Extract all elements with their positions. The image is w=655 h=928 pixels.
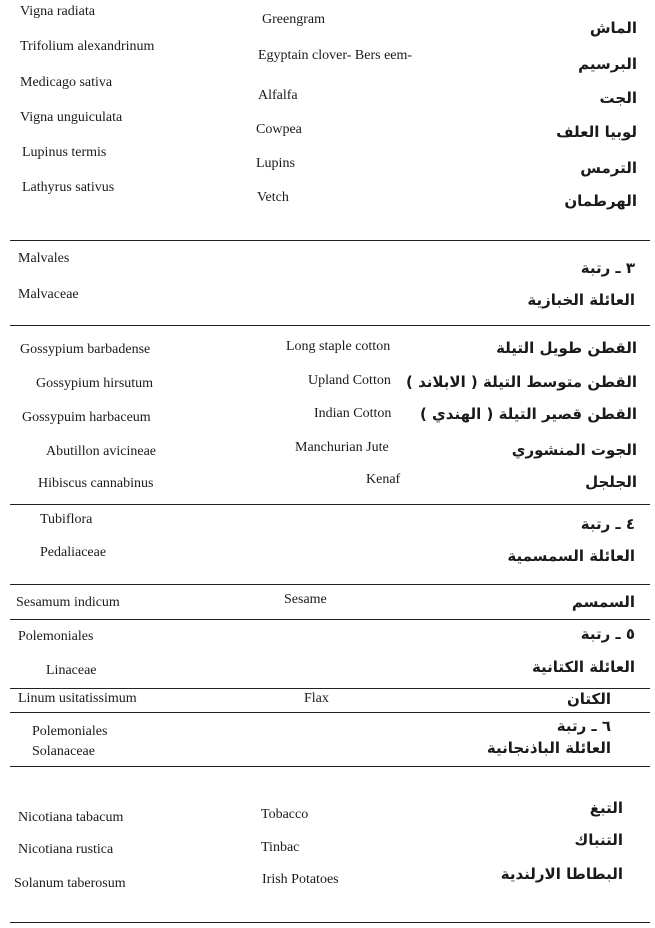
latin-name: Abutillon avicineae xyxy=(46,444,157,459)
english-name: Irish Potatoes xyxy=(262,872,339,887)
latin-name: Nicotiana tabacum xyxy=(18,810,124,825)
section-divider xyxy=(10,584,650,585)
arabic-name: القطن متوسط التيلة ( الابلاند ) xyxy=(406,373,637,391)
section-divider xyxy=(10,504,650,505)
arabic-name: الجلجل xyxy=(585,473,637,491)
arabic-name: الجوت المنشوري xyxy=(511,441,637,459)
family-arabic: العائلة الخبازية xyxy=(527,291,635,309)
latin-name: Lathyrus sativus xyxy=(22,180,115,195)
section-divider xyxy=(10,619,650,620)
english-name: Greengram xyxy=(262,12,325,27)
arabic-name: الهرطمان xyxy=(564,192,637,210)
latin-name: Hibiscus cannabinus xyxy=(38,476,154,491)
english-name: Sesame xyxy=(284,592,327,607)
english-name: Tobacco xyxy=(261,807,309,822)
family-arabic: العائلة الكتانية xyxy=(531,658,635,676)
latin-name: Lupinus termis xyxy=(22,145,107,160)
section-divider xyxy=(10,766,650,767)
english-name: Indian Cotton xyxy=(314,406,392,421)
section-divider xyxy=(10,922,650,923)
english-name: Alfalfa xyxy=(258,88,298,103)
arabic-name: السمسم xyxy=(571,593,635,611)
english-name: Long staple cotton xyxy=(286,339,391,354)
family-arabic: العائلة الباذنجانية xyxy=(486,739,611,757)
arabic-name: التبغ xyxy=(589,799,623,817)
order-arabic: ٦ ـ رتبة xyxy=(556,717,611,735)
family-latin: Malvaceae xyxy=(18,287,79,302)
latin-name: Gossypium barbadense xyxy=(20,342,151,357)
section-divider xyxy=(10,712,650,713)
order-arabic: ٣ ـ رتبة xyxy=(580,259,635,277)
latin-name: Nicotiana rustica xyxy=(18,842,114,857)
latin-name: Gossypuim harbaceum xyxy=(22,410,151,425)
section-divider xyxy=(10,240,650,241)
arabic-name: الترمس xyxy=(580,159,637,177)
family-latin: Solanaceae xyxy=(32,744,95,759)
latin-name: Vigna radiata xyxy=(20,4,95,19)
arabic-name: لوبيا العلف xyxy=(556,123,637,141)
latin-name: Gossypium hirsutum xyxy=(36,376,154,391)
latin-name: Linum usitatissimum xyxy=(18,691,137,706)
english-name: Kenaf xyxy=(366,472,401,487)
english-name: Cowpea xyxy=(256,122,302,137)
family-latin: Linaceae xyxy=(46,663,97,678)
arabic-name: الماش xyxy=(589,19,637,37)
order-latin: Polemoniales xyxy=(18,629,94,644)
order-arabic: ٤ ـ رتبة xyxy=(580,515,635,533)
english-name: Upland Cotton xyxy=(308,373,391,388)
arabic-name: التنباك xyxy=(574,831,623,849)
latin-name: Trifolium alexandrinum xyxy=(20,39,155,54)
latin-name: Solanum taberosum xyxy=(14,876,126,891)
arabic-name: الجت xyxy=(599,89,637,107)
latin-name: Medicago sativa xyxy=(20,75,113,90)
order-latin: Malvales xyxy=(18,251,70,266)
order-latin: Tubiflora xyxy=(40,512,93,527)
order-latin: Polemoniales xyxy=(32,724,108,739)
english-name: Flax xyxy=(304,691,329,706)
arabic-name: البطاطا الارلندية xyxy=(500,865,623,883)
latin-name: Sesamum indicum xyxy=(16,595,120,610)
arabic-name: الكتان xyxy=(566,690,611,708)
english-name: Manchurian Jute xyxy=(295,440,389,455)
arabic-name: القطن طويل التيلة xyxy=(496,339,637,357)
latin-name: Vigna unguiculata xyxy=(20,110,123,125)
arabic-name: القطن قصير التيلة ( الهندي ) xyxy=(419,405,637,423)
english-name: Egyptain clover- Bers eem- xyxy=(258,48,413,63)
arabic-name: البرسيم xyxy=(578,55,637,73)
english-name: Tinbac xyxy=(261,840,300,855)
order-arabic: ٥ ـ رتبة xyxy=(580,625,635,643)
family-latin: Pedaliaceae xyxy=(40,545,107,560)
family-arabic: العائلة السمسمية xyxy=(507,547,635,565)
section-divider xyxy=(10,688,650,689)
english-name: Vetch xyxy=(257,190,289,205)
section-divider xyxy=(10,325,650,326)
english-name: Lupins xyxy=(256,156,295,171)
